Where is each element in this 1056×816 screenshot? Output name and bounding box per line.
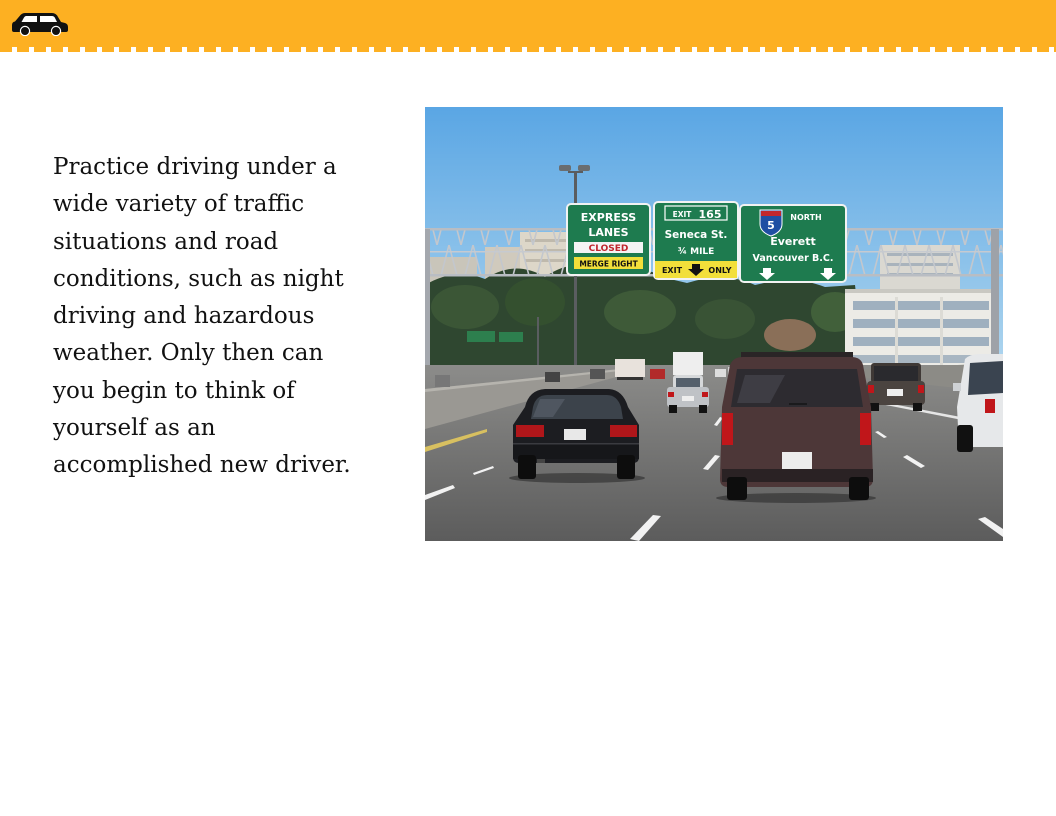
car bbox=[867, 363, 925, 411]
body-text-line: situations and road bbox=[53, 228, 279, 255]
sign-text: NORTH bbox=[790, 213, 822, 222]
distant-signs bbox=[467, 331, 523, 342]
sign-text: ¾ MILE bbox=[677, 247, 715, 257]
sign-text: ONLY bbox=[708, 266, 732, 275]
sign-text: Seneca St. bbox=[664, 229, 728, 241]
body-text-line: conditions, such as night bbox=[53, 265, 344, 292]
header-band bbox=[0, 0, 1056, 47]
body-text-line: accomplished new driver. bbox=[53, 452, 351, 479]
body-text-line: Practice driving under a bbox=[53, 154, 337, 180]
sign-text: MERGE RIGHT bbox=[579, 259, 638, 269]
interstate-sign bbox=[740, 205, 846, 282]
sign-text: 5 bbox=[767, 219, 775, 232]
sign-text: 165 bbox=[698, 208, 722, 221]
body-text-line: driving and hazardous bbox=[53, 303, 315, 330]
header-dashed-border bbox=[0, 47, 1056, 52]
body-text-line: weather. Only then can bbox=[53, 340, 324, 367]
sign-text: LANES bbox=[588, 226, 629, 239]
sign-text: EXIT bbox=[672, 210, 692, 219]
exit-sign bbox=[654, 202, 738, 279]
sign-text: EXPRESS bbox=[580, 211, 637, 224]
car bbox=[716, 352, 876, 503]
sign-status-closed: CLOSED bbox=[588, 244, 629, 254]
sign-text: Everett bbox=[770, 235, 816, 248]
highway-photo bbox=[425, 107, 1003, 541]
express-lanes-sign bbox=[567, 204, 650, 275]
body-text-line: wide variety of traffic bbox=[53, 191, 305, 218]
car-icon bbox=[12, 11, 68, 36]
sign-text: Vancouver B.C. bbox=[752, 253, 834, 264]
body-text-line: yourself as an bbox=[53, 415, 216, 442]
body-text-line: you begin to think of bbox=[53, 377, 295, 404]
body-paragraph bbox=[53, 149, 413, 485]
sign-text: EXIT bbox=[661, 266, 683, 275]
